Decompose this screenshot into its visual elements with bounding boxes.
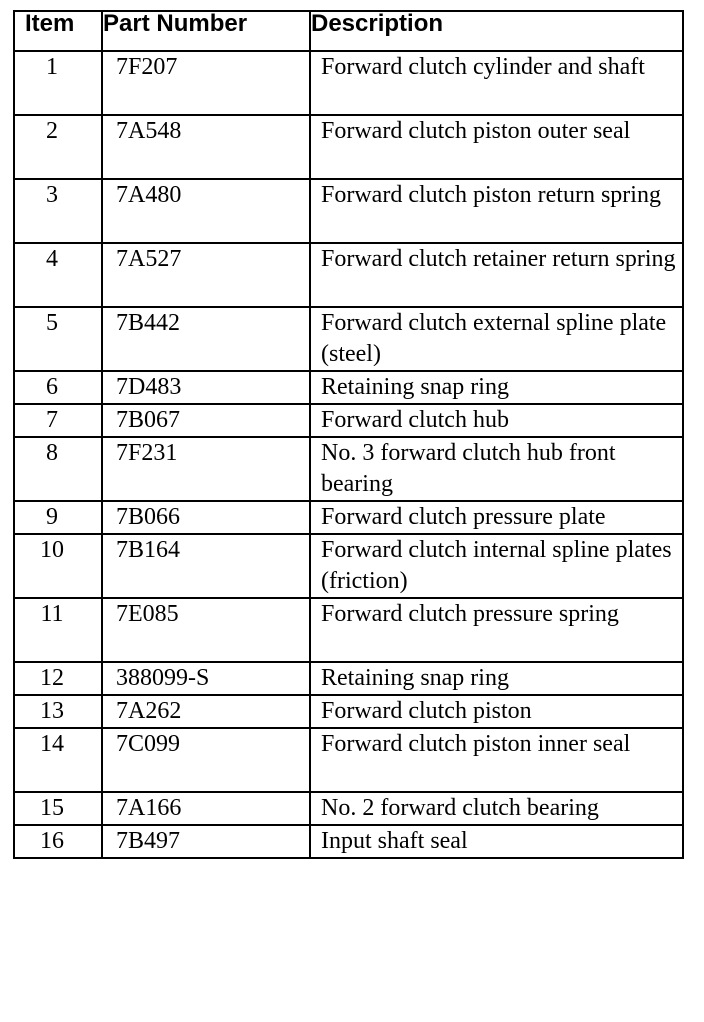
part-number-cell: 7A262 bbox=[102, 695, 310, 728]
table-row bbox=[14, 404, 683, 437]
part-number-cell: 7E085 bbox=[102, 598, 310, 662]
part-number-cell: 7B066 bbox=[102, 501, 310, 534]
table-row bbox=[14, 825, 683, 858]
table-row bbox=[14, 501, 683, 534]
description-cell: Forward clutch piston inner seal bbox=[310, 728, 683, 792]
table-header bbox=[14, 11, 683, 51]
table-body bbox=[14, 51, 683, 858]
description-cell: Forward clutch hub bbox=[310, 404, 683, 437]
part-number-cell: 7D483 bbox=[102, 371, 310, 404]
header-description: Description bbox=[310, 11, 683, 51]
header-part-number: Part Number bbox=[102, 11, 310, 51]
item-number-cell: 9 bbox=[14, 501, 102, 534]
part-number-cell: 7B067 bbox=[102, 404, 310, 437]
part-number-cell: 7A480 bbox=[102, 179, 310, 243]
item-number-cell: 12 bbox=[14, 662, 102, 695]
item-number-cell: 5 bbox=[14, 307, 102, 371]
table-row bbox=[14, 728, 683, 792]
part-number-cell: 7F231 bbox=[102, 437, 310, 501]
description-cell: Forward clutch internal spline plates (friction) bbox=[310, 534, 683, 598]
part-number-cell: 7B497 bbox=[102, 825, 310, 858]
item-number-cell: 4 bbox=[14, 243, 102, 307]
item-number-cell: 8 bbox=[14, 437, 102, 501]
table-row bbox=[14, 115, 683, 179]
table-row bbox=[14, 437, 683, 501]
table-row bbox=[14, 792, 683, 825]
item-number-cell: 11 bbox=[14, 598, 102, 662]
part-number-cell: 7C099 bbox=[102, 728, 310, 792]
description-cell: Forward clutch pressure spring bbox=[310, 598, 683, 662]
description-cell: Forward clutch pressure plate bbox=[310, 501, 683, 534]
part-number-cell: 7A548 bbox=[102, 115, 310, 179]
table-row bbox=[14, 307, 683, 371]
description-cell: Forward clutch piston outer seal bbox=[310, 115, 683, 179]
item-number-cell: 6 bbox=[14, 371, 102, 404]
table-row bbox=[14, 598, 683, 662]
item-number-cell: 16 bbox=[14, 825, 102, 858]
part-number-cell: 7B442 bbox=[102, 307, 310, 371]
description-cell: Forward clutch piston bbox=[310, 695, 683, 728]
item-number-cell: 3 bbox=[14, 179, 102, 243]
part-number-cell: 388099-S bbox=[102, 662, 310, 695]
table-row bbox=[14, 695, 683, 728]
part-number-cell: 7F207 bbox=[102, 51, 310, 115]
description-cell: Forward clutch piston return spring bbox=[310, 179, 683, 243]
description-cell: Retaining snap ring bbox=[310, 371, 683, 404]
item-number-cell: 14 bbox=[14, 728, 102, 792]
description-cell: Retaining snap ring bbox=[310, 662, 683, 695]
table-row bbox=[14, 534, 683, 598]
description-cell: Input shaft seal bbox=[310, 825, 683, 858]
table-row bbox=[14, 662, 683, 695]
description-cell: Forward clutch cylinder and shaft bbox=[310, 51, 683, 115]
description-cell: No. 3 forward clutch hub front bearing bbox=[310, 437, 683, 501]
header-row bbox=[14, 11, 683, 51]
part-number-cell: 7B164 bbox=[102, 534, 310, 598]
description-cell: Forward clutch retainer return spring bbox=[310, 243, 683, 307]
parts-table bbox=[13, 10, 684, 859]
item-number-cell: 7 bbox=[14, 404, 102, 437]
description-cell: No. 2 forward clutch bearing bbox=[310, 792, 683, 825]
table-row bbox=[14, 179, 683, 243]
table-row bbox=[14, 51, 683, 115]
header-item: Item bbox=[14, 11, 102, 51]
item-number-cell: 13 bbox=[14, 695, 102, 728]
part-number-cell: 7A166 bbox=[102, 792, 310, 825]
item-number-cell: 2 bbox=[14, 115, 102, 179]
item-number-cell: 15 bbox=[14, 792, 102, 825]
description-cell: Forward clutch external spline plate (steel) bbox=[310, 307, 683, 371]
item-number-cell: 10 bbox=[14, 534, 102, 598]
item-number-cell: 1 bbox=[14, 51, 102, 115]
part-number-cell: 7A527 bbox=[102, 243, 310, 307]
table-row bbox=[14, 371, 683, 404]
table-row bbox=[14, 243, 683, 307]
